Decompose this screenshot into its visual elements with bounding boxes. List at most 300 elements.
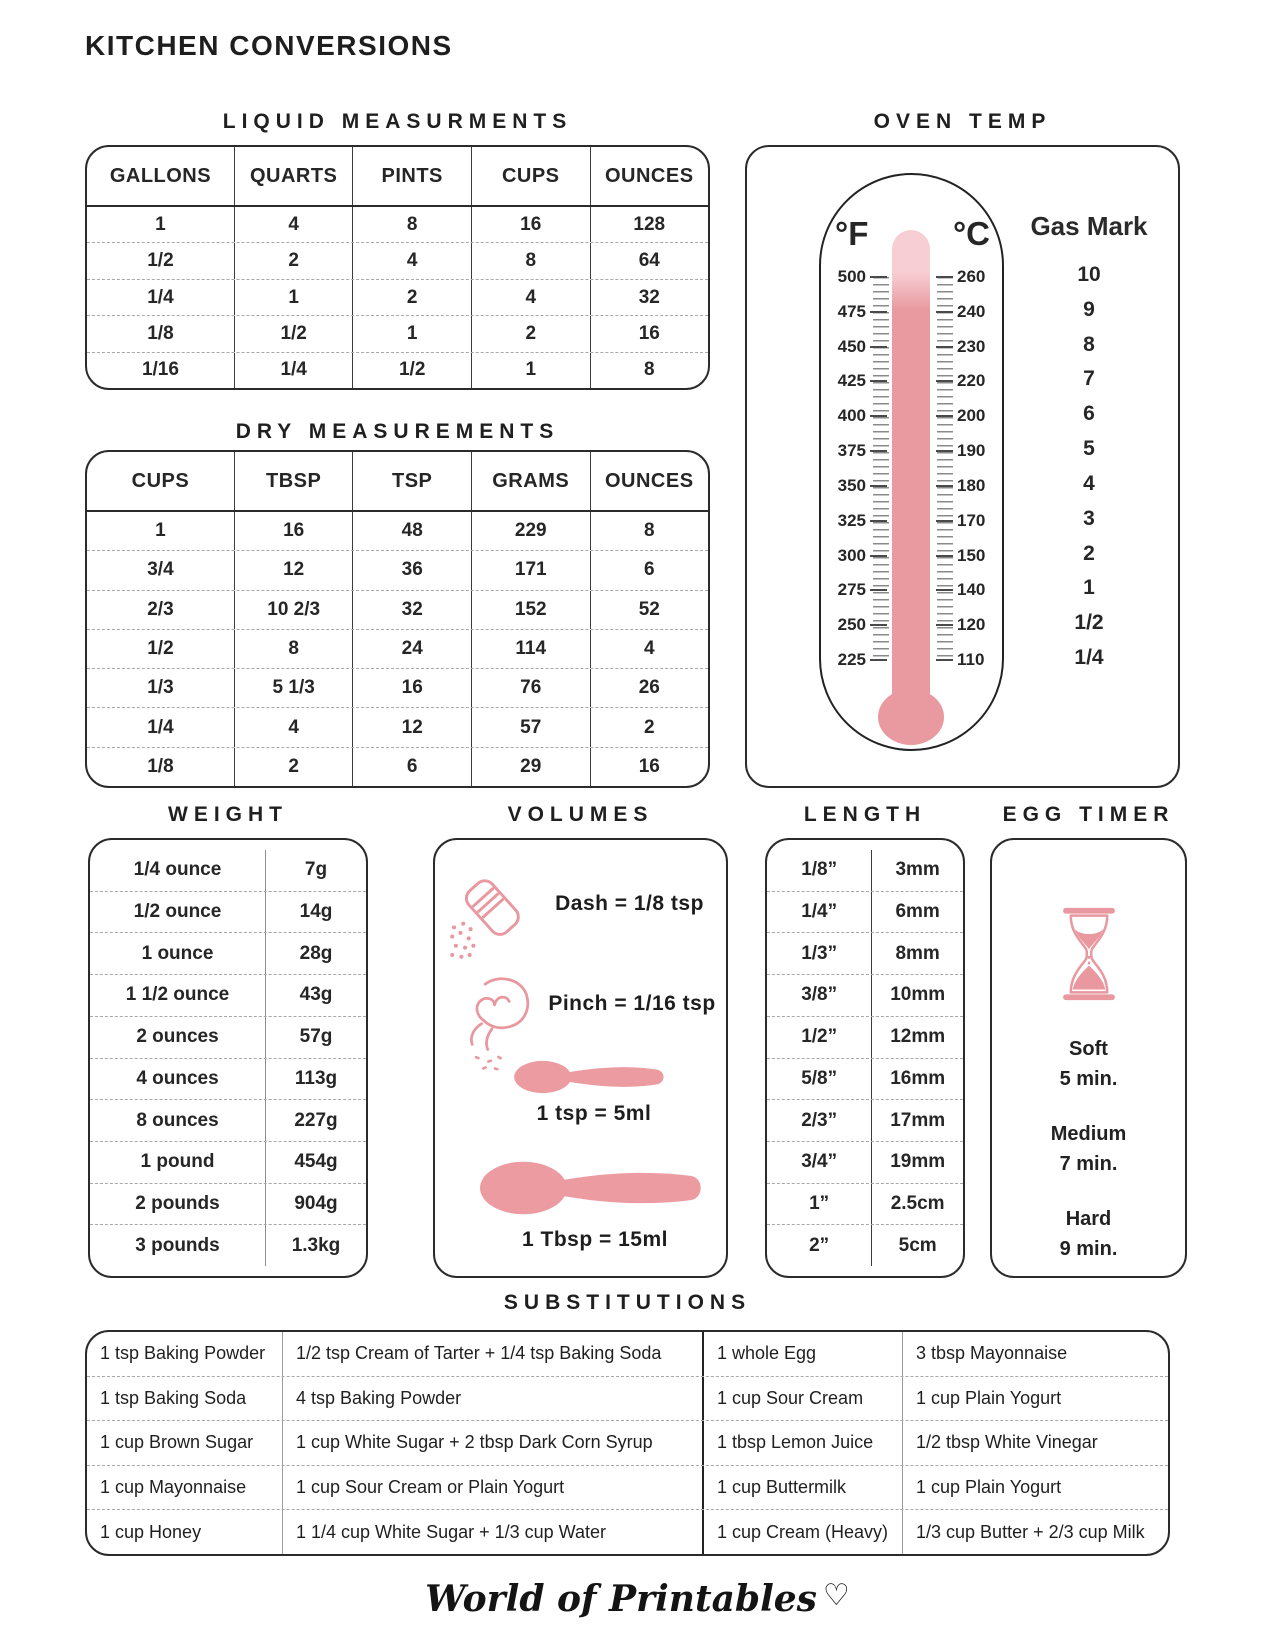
length-metric-cell: 6mm bbox=[895, 901, 940, 923]
egg-time-value: 9 min. bbox=[1059, 1238, 1118, 1260]
liquid-measurements-table bbox=[85, 145, 710, 390]
fahrenheit-value: 375 bbox=[837, 441, 866, 461]
celsius-tick bbox=[936, 476, 994, 496]
table-row bbox=[87, 315, 708, 351]
weight-metric-cell: 1.3kg bbox=[291, 1234, 341, 1256]
egg-timer-heading: EGG TIMER bbox=[1002, 803, 1175, 826]
gas-mark-scale bbox=[1034, 264, 1144, 669]
table-cell: 1 bbox=[471, 353, 590, 388]
table-cell: 171 bbox=[471, 551, 590, 589]
fahrenheit-value: 450 bbox=[837, 336, 866, 356]
substitutions-table bbox=[85, 1330, 1170, 1556]
major-tick-line bbox=[870, 450, 887, 452]
fahrenheit-value: 300 bbox=[837, 545, 866, 565]
gas-mark-value: 4 bbox=[1083, 471, 1095, 495]
table-cell: 1 bbox=[155, 213, 166, 235]
table-cell: 1 bbox=[352, 316, 471, 351]
dry-measurements-heading: DRY MEASUREMENTS bbox=[235, 420, 560, 443]
table-row bbox=[87, 1332, 1168, 1376]
table-row bbox=[87, 279, 708, 315]
celsius-value: 200 bbox=[957, 406, 986, 426]
table-cell: 10 2/3 bbox=[234, 591, 353, 629]
liquid-column-header: PINTS bbox=[352, 147, 471, 205]
dry-column-header: TBSP bbox=[234, 452, 353, 510]
fahrenheit-tick bbox=[829, 302, 887, 322]
table-row bbox=[767, 1183, 963, 1225]
fahrenheit-tick bbox=[829, 406, 887, 426]
brand-logo bbox=[0, 1578, 1275, 1620]
length-metric-cell: 16mm bbox=[890, 1067, 946, 1089]
table-cell: 4 bbox=[234, 207, 353, 242]
gas-mark-value: 10 bbox=[1077, 263, 1101, 286]
gas-mark-value: 9 bbox=[1083, 297, 1095, 321]
fahrenheit-value: 425 bbox=[837, 371, 866, 391]
table-cell: 114 bbox=[471, 630, 590, 668]
table-row bbox=[87, 668, 708, 707]
substitutions-heading: SUBSTITUTIONS bbox=[503, 1291, 752, 1314]
gas-mark-value: 1/4 bbox=[1074, 645, 1104, 669]
major-tick-line bbox=[936, 380, 953, 382]
celsius-value: 120 bbox=[957, 615, 986, 635]
substitution-replacement-cell: 1/2 tbsp White Vinegar bbox=[902, 1421, 1168, 1465]
length-metric-cell: 3mm bbox=[895, 859, 940, 881]
salt-shaker-icon bbox=[443, 870, 535, 970]
table-cell: 8 bbox=[471, 243, 590, 278]
dry-column-header: OUNCES bbox=[590, 452, 709, 510]
table-cell: 4 bbox=[352, 243, 471, 278]
celsius-tick bbox=[936, 406, 994, 426]
brand-name: World of Printables bbox=[425, 1578, 817, 1620]
table-cell: 1 bbox=[234, 280, 353, 315]
table-cell: 29 bbox=[471, 748, 590, 786]
substitution-ingredient-cell: 1 tsp Baking Soda bbox=[100, 1387, 247, 1408]
fahrenheit-tick bbox=[829, 650, 887, 670]
fahrenheit-tick bbox=[829, 580, 887, 600]
volumes-panel bbox=[433, 838, 728, 1278]
table-row bbox=[767, 1141, 963, 1183]
major-tick-line bbox=[870, 276, 887, 278]
major-tick-line bbox=[870, 380, 887, 382]
table-row bbox=[87, 550, 708, 589]
substitution-replacement-cell: 1/2 tsp Cream of Tarter + 1/4 tsp Baking Soda bbox=[282, 1332, 702, 1376]
celsius-value: 170 bbox=[957, 510, 986, 530]
major-tick-line bbox=[936, 555, 953, 557]
teaspoon-equivalence-label: 1 tsp = 5ml bbox=[536, 1102, 652, 1125]
egg-time-value: 5 min. bbox=[1059, 1068, 1118, 1090]
table-cell: 2 bbox=[234, 243, 353, 278]
weight-imperial-cell: 8 ounces bbox=[90, 1100, 266, 1141]
table-row bbox=[767, 974, 963, 1016]
table-cell: 6 bbox=[352, 748, 471, 786]
substitution-replacement-cell: 4 tsp Baking Powder bbox=[282, 1377, 702, 1421]
table-row bbox=[87, 352, 708, 388]
dry-measurements-table bbox=[85, 450, 710, 788]
table-row bbox=[87, 1376, 1168, 1421]
table-row bbox=[87, 207, 708, 242]
fahrenheit-tick bbox=[829, 371, 887, 391]
length-inch-cell: 5/8” bbox=[767, 1059, 872, 1100]
major-tick-line bbox=[870, 555, 887, 557]
celsius-value: 220 bbox=[957, 371, 986, 391]
major-tick-line bbox=[936, 659, 953, 661]
length-metric-cell: 2.5cm bbox=[890, 1192, 945, 1214]
page-title: KITCHEN CONVERSIONS bbox=[85, 30, 453, 61]
substitution-replacement-cell: 1 cup Sour Cream or Plain Yogurt bbox=[282, 1466, 702, 1510]
major-tick-line bbox=[870, 659, 887, 661]
major-tick-line bbox=[936, 520, 953, 522]
table-row bbox=[767, 850, 963, 891]
table-row bbox=[90, 932, 366, 974]
egg-doneness-label: Medium bbox=[1050, 1123, 1127, 1145]
weight-imperial-cell: 2 pounds bbox=[90, 1184, 266, 1225]
weight-metric-cell: 14g bbox=[299, 901, 333, 923]
major-tick-line bbox=[936, 485, 953, 487]
length-inch-cell: 1/4” bbox=[767, 892, 872, 933]
weight-metric-cell: 454g bbox=[294, 1151, 338, 1173]
length-metric-cell: 5cm bbox=[898, 1234, 937, 1256]
table-row bbox=[87, 512, 708, 550]
volumes-heading: VOLUMES bbox=[507, 803, 654, 826]
liquid-measurements-heading: LIQUID MEASURMENTS bbox=[222, 110, 573, 133]
table-cell: 8 bbox=[234, 630, 353, 668]
substitution-replacement-cell: 1 1/4 cup White Sugar + 1/3 cup Water bbox=[282, 1510, 702, 1554]
table-row bbox=[90, 850, 366, 891]
celsius-value: 260 bbox=[957, 267, 986, 286]
liquid-table-body bbox=[87, 207, 708, 388]
celsius-value: 190 bbox=[957, 441, 986, 461]
substitution-ingredient-cell: 1 tsp Baking Powder bbox=[100, 1343, 266, 1364]
major-tick-line bbox=[936, 415, 953, 417]
table-cell: 32 bbox=[590, 280, 709, 315]
celsius-tick bbox=[936, 267, 994, 287]
celsius-tick bbox=[936, 615, 994, 635]
gas-mark-value: 8 bbox=[1083, 332, 1095, 356]
fahrenheit-tick bbox=[829, 546, 887, 566]
weight-heading: WEIGHT bbox=[168, 803, 288, 826]
egg-timer-item bbox=[1051, 1038, 1127, 1091]
celsius-tick bbox=[936, 441, 994, 461]
major-tick-line bbox=[870, 346, 887, 348]
substitution-ingredient-cell: 1 cup Honey bbox=[100, 1521, 202, 1542]
table-cell: 2/3 bbox=[147, 598, 174, 620]
table-cell: 4 bbox=[471, 280, 590, 315]
gas-mark-value: 7 bbox=[1083, 367, 1095, 391]
table-row bbox=[767, 1016, 963, 1058]
liquid-header-row bbox=[87, 147, 708, 207]
substitution-ingredient-cell: 1 cup Buttermilk bbox=[702, 1466, 902, 1510]
table-row bbox=[90, 1099, 366, 1141]
weight-metric-cell: 7g bbox=[304, 859, 328, 881]
weight-table-body bbox=[90, 840, 366, 1276]
substitution-ingredient-cell: 1 whole Egg bbox=[702, 1332, 902, 1376]
weight-metric-cell: 43g bbox=[299, 984, 333, 1006]
fahrenheit-value: 275 bbox=[837, 580, 866, 600]
table-cell: 76 bbox=[471, 669, 590, 707]
table-cell: 32 bbox=[352, 591, 471, 629]
substitution-replacement-cell: 1/3 cup Butter + 2/3 cup Milk bbox=[902, 1510, 1168, 1554]
major-tick-line bbox=[936, 624, 953, 626]
table-cell: 1/2 bbox=[147, 637, 174, 659]
table-cell: 128 bbox=[590, 207, 709, 242]
substitution-replacement-cell: 1 cup Plain Yogurt bbox=[902, 1377, 1168, 1421]
table-cell: 2 bbox=[234, 748, 353, 786]
weight-metric-cell: 28g bbox=[299, 942, 333, 964]
celsius-value: 140 bbox=[957, 580, 986, 600]
length-inch-cell: 1/2” bbox=[767, 1017, 872, 1058]
table-cell: 1/4 bbox=[234, 353, 353, 388]
gas-mark-value: 5 bbox=[1083, 437, 1095, 461]
length-table-body bbox=[767, 840, 963, 1276]
liquid-column-header: CUPS bbox=[471, 147, 590, 205]
fahrenheit-scale bbox=[829, 267, 887, 670]
fahrenheit-tick bbox=[829, 441, 887, 461]
fahrenheit-value: 250 bbox=[837, 615, 866, 635]
table-cell: 3/4 bbox=[147, 559, 174, 581]
celsius-tick bbox=[936, 337, 994, 357]
table-row bbox=[767, 1099, 963, 1141]
length-inch-cell: 3/4” bbox=[767, 1142, 872, 1183]
substitution-ingredient-cell: 1 cup Mayonnaise bbox=[100, 1477, 247, 1498]
table-cell: 16 bbox=[352, 669, 471, 707]
table-cell: 12 bbox=[234, 551, 353, 589]
thermometer-bulb bbox=[878, 689, 944, 745]
table-cell: 12 bbox=[352, 708, 471, 746]
table-cell: 36 bbox=[352, 551, 471, 589]
table-cell: 8 bbox=[352, 207, 471, 242]
table-cell: 16 bbox=[234, 512, 353, 550]
major-tick-line bbox=[936, 311, 953, 313]
table-row bbox=[90, 1058, 366, 1100]
celsius-scale bbox=[936, 267, 994, 670]
oven-temp-panel bbox=[745, 145, 1180, 788]
celsius-tick bbox=[936, 302, 994, 322]
major-tick-line bbox=[936, 450, 953, 452]
egg-doneness-label: Hard bbox=[1065, 1208, 1112, 1230]
dry-column-header: CUPS bbox=[131, 469, 190, 492]
length-inch-cell: 2” bbox=[767, 1225, 872, 1266]
table-cell: 2 bbox=[590, 708, 709, 746]
length-inch-cell: 1/8” bbox=[767, 850, 872, 891]
weight-metric-cell: 57g bbox=[299, 1026, 333, 1048]
table-cell: 16 bbox=[590, 748, 709, 786]
weight-imperial-cell: 1 1/2 ounce bbox=[90, 975, 266, 1016]
table-cell: 64 bbox=[590, 243, 709, 278]
dry-column-header: TSP bbox=[352, 452, 471, 510]
gas-mark-value: 1/2 bbox=[1074, 611, 1104, 635]
length-metric-cell: 12mm bbox=[890, 1026, 946, 1048]
table-row bbox=[87, 1509, 1168, 1554]
gas-mark-value: 1 bbox=[1083, 576, 1095, 600]
major-tick-line bbox=[870, 624, 887, 626]
gas-mark-value: 6 bbox=[1083, 402, 1095, 426]
major-tick-line bbox=[870, 485, 887, 487]
weight-imperial-cell: 4 ounces bbox=[90, 1059, 266, 1100]
major-tick-line bbox=[936, 589, 953, 591]
egg-timer-panel bbox=[990, 838, 1187, 1278]
table-row bbox=[767, 1058, 963, 1100]
celsius-value: 240 bbox=[957, 301, 986, 321]
substitution-ingredient-cell: 1 cup Cream (Heavy) bbox=[702, 1510, 902, 1554]
table-cell: 24 bbox=[352, 630, 471, 668]
table-cell: 1/3 bbox=[147, 677, 174, 699]
table-row bbox=[87, 629, 708, 668]
dry-column-header: GRAMS bbox=[471, 452, 590, 510]
heart-icon: ♡ bbox=[822, 1578, 850, 1613]
teaspoon-icon bbox=[513, 1058, 675, 1096]
celsius-value: 180 bbox=[957, 475, 986, 495]
table-row bbox=[90, 1224, 366, 1266]
hourglass-icon bbox=[1060, 906, 1118, 1002]
table-cell: 1/2 bbox=[147, 250, 174, 272]
weight-imperial-cell: 3 pounds bbox=[90, 1225, 266, 1266]
celsius-value: 110 bbox=[957, 649, 985, 669]
fahrenheit-tick bbox=[829, 511, 887, 531]
substitution-replacement-cell: 1 cup Plain Yogurt bbox=[902, 1466, 1168, 1510]
weight-imperial-cell: 1/4 ounce bbox=[90, 850, 266, 891]
table-row bbox=[87, 590, 708, 629]
weight-metric-cell: 113g bbox=[294, 1067, 338, 1089]
thermometer-tube bbox=[892, 230, 930, 705]
table-cell: 152 bbox=[471, 591, 590, 629]
egg-timer-item bbox=[1051, 1208, 1127, 1261]
tablespoon-icon bbox=[479, 1158, 711, 1218]
fahrenheit-value: 350 bbox=[837, 475, 866, 495]
fahrenheit-tick bbox=[829, 615, 887, 635]
fahrenheit-value: 225 bbox=[837, 649, 866, 669]
length-inch-cell: 2/3” bbox=[767, 1100, 872, 1141]
table-cell: 5 1/3 bbox=[234, 669, 353, 707]
table-cell: 4 bbox=[234, 708, 353, 746]
weight-imperial-cell: 1 pound bbox=[90, 1142, 266, 1183]
celsius-tick bbox=[936, 546, 994, 566]
table-cell: 1/4 bbox=[147, 716, 174, 738]
table-cell: 16 bbox=[590, 316, 709, 351]
weight-metric-cell: 227g bbox=[294, 1109, 338, 1131]
weight-imperial-cell: 1 ounce bbox=[90, 933, 266, 974]
egg-timer-items bbox=[1051, 1002, 1127, 1261]
table-row bbox=[767, 1224, 963, 1266]
celsius-tick bbox=[936, 511, 994, 531]
weight-table bbox=[88, 838, 368, 1278]
substitution-ingredient-cell: 1 cup Brown Sugar bbox=[100, 1432, 254, 1453]
weight-metric-cell: 904g bbox=[294, 1192, 338, 1214]
table-row bbox=[87, 242, 708, 278]
gas-mark-value: 2 bbox=[1083, 541, 1095, 565]
fahrenheit-tick bbox=[829, 476, 887, 496]
substitution-replacement-cell: 3 tbsp Mayonnaise bbox=[902, 1332, 1168, 1376]
table-cell: 1/2 bbox=[352, 353, 471, 388]
liquid-column-header: GALLONS bbox=[109, 164, 212, 187]
major-tick-line bbox=[870, 589, 887, 591]
table-row bbox=[87, 747, 708, 786]
egg-timer-item bbox=[1051, 1123, 1127, 1176]
length-inch-cell: 1/3” bbox=[767, 933, 872, 974]
major-tick-line bbox=[936, 346, 953, 348]
substitution-replacement-cell: 1 cup White Sugar + 2 tbsp Dark Corn Syrup bbox=[282, 1421, 702, 1465]
length-metric-cell: 19mm bbox=[890, 1151, 946, 1173]
major-tick-line bbox=[870, 520, 887, 522]
substitution-ingredient-cell: 1 tbsp Lemon Juice bbox=[702, 1421, 902, 1465]
table-cell: 8 bbox=[590, 353, 709, 388]
weight-imperial-cell: 1/2 ounce bbox=[90, 892, 266, 933]
fahrenheit-value: 500 bbox=[837, 267, 866, 286]
length-metric-cell: 8mm bbox=[895, 942, 940, 964]
fahrenheit-value: 475 bbox=[837, 301, 866, 321]
celsius-unit-label: °C bbox=[952, 215, 990, 252]
gas-mark-value: 3 bbox=[1083, 506, 1095, 530]
egg-doneness-label: Soft bbox=[1069, 1038, 1108, 1060]
table-row bbox=[767, 891, 963, 933]
celsius-tick bbox=[936, 650, 994, 670]
table-cell: 16 bbox=[471, 207, 590, 242]
table-row bbox=[767, 932, 963, 974]
major-tick-line bbox=[936, 276, 953, 278]
table-cell: 48 bbox=[352, 512, 471, 550]
table-row bbox=[90, 1141, 366, 1183]
weight-imperial-cell: 2 ounces bbox=[90, 1017, 266, 1058]
fahrenheit-value: 325 bbox=[837, 510, 866, 530]
dry-header-row bbox=[87, 452, 708, 512]
table-cell: 2 bbox=[471, 316, 590, 351]
tablespoon-equivalence-label: 1 Tbsp = 15ml bbox=[522, 1228, 668, 1251]
table-row bbox=[90, 891, 366, 933]
liquid-column-header: OUNCES bbox=[590, 147, 709, 205]
table-cell: 2 bbox=[352, 280, 471, 315]
length-table bbox=[765, 838, 965, 1278]
table-cell: 8 bbox=[590, 512, 709, 550]
liquid-column-header: QUARTS bbox=[234, 147, 353, 205]
table-cell: 1/4 bbox=[147, 286, 174, 308]
table-row bbox=[90, 1016, 366, 1058]
table-cell: 1/8 bbox=[147, 755, 174, 777]
table-cell: 4 bbox=[590, 630, 709, 668]
oven-temp-heading: OVEN TEMP bbox=[873, 110, 1052, 133]
fahrenheit-unit-label: °F bbox=[835, 215, 869, 252]
fahrenheit-value: 400 bbox=[837, 406, 866, 426]
table-row bbox=[87, 1465, 1168, 1510]
celsius-value: 150 bbox=[957, 545, 986, 565]
pinch-equivalence-label: Pinch = 1/16 tsp bbox=[548, 992, 716, 1015]
table-cell: 52 bbox=[590, 591, 709, 629]
celsius-value: 230 bbox=[957, 336, 986, 356]
table-cell: 1/2 bbox=[234, 316, 353, 351]
thermometer bbox=[819, 173, 1004, 751]
table-cell: 26 bbox=[590, 669, 709, 707]
table-row bbox=[90, 1183, 366, 1225]
table-cell: 1/16 bbox=[141, 359, 179, 381]
fahrenheit-tick bbox=[829, 337, 887, 357]
celsius-tick bbox=[936, 580, 994, 600]
length-inch-cell: 3/8” bbox=[767, 975, 872, 1016]
substitution-ingredient-cell: 1 cup Sour Cream bbox=[702, 1377, 902, 1421]
egg-timer-body bbox=[992, 840, 1185, 1276]
dash-equivalence-label: Dash = 1/8 tsp bbox=[555, 892, 704, 915]
length-inch-cell: 1” bbox=[767, 1184, 872, 1225]
table-row bbox=[87, 707, 708, 746]
length-heading: LENGTH bbox=[803, 803, 927, 826]
dry-table-body bbox=[87, 512, 708, 786]
table-cell: 1/8 bbox=[147, 322, 174, 344]
celsius-tick bbox=[936, 371, 994, 391]
major-tick-line bbox=[870, 415, 887, 417]
table-row bbox=[87, 1420, 1168, 1465]
gas-mark-title: Gas Mark bbox=[1030, 211, 1148, 241]
table-row bbox=[90, 974, 366, 1016]
length-metric-cell: 10mm bbox=[890, 984, 946, 1006]
table-cell: 1 bbox=[155, 520, 166, 542]
table-cell: 229 bbox=[471, 512, 590, 550]
table-cell: 6 bbox=[590, 551, 709, 589]
